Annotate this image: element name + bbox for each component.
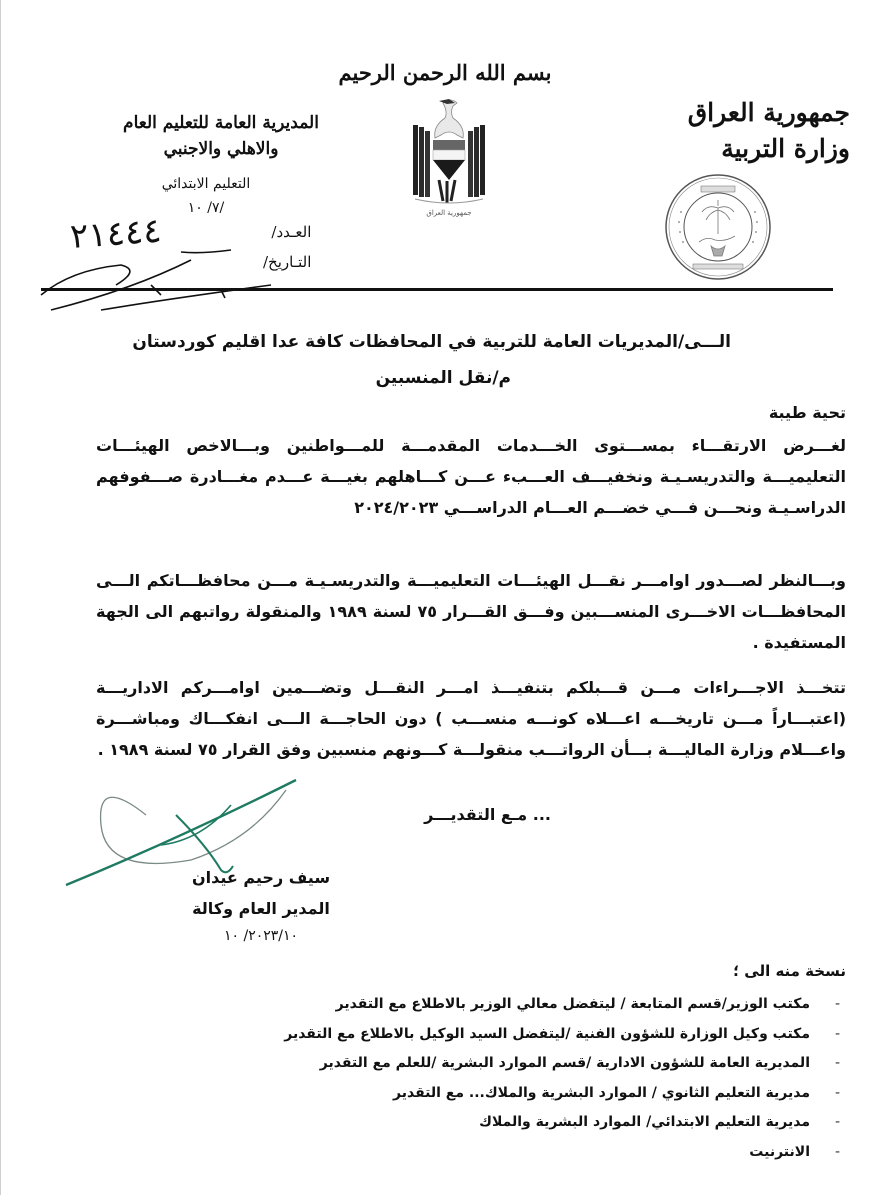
handwritten-reference-annotation	[31, 210, 351, 320]
copy-recipient: المديرية العامة للشؤون الادارية /قسم الموارد البشرية /للعلم مع التقدير	[319, 1055, 810, 1071]
copy-recipient: الانترنيت	[749, 1143, 810, 1160]
body-paragraph-3: تتخـــذ الاجـــراءات مـــن قـــبلكم بتنفيـــذ امـــر النقـــل وتضـــمين اوامـــركم الاداريـــة (اعتبـــاراً مـــن تاريخـــه اعـــلاه كونـــه منســـب ) دون الحاجـــة الـــى انفكـــاك ومباشـــرة واعـــلام وزارة الماليـــة بـــأن الرواتـــب منقولـــة كـــونهم منسبين وفق القرار ٧٥ لسنة ١٩٨٩ .	[96, 678, 846, 759]
signatory-title: المدير العام وكالة	[192, 899, 330, 918]
body-paragraph-2: وبـــالنظر لصـــدور اوامـــر نقـــل الهيئـــات التعليميـــة والتدريسـيـة مـــن محافظـــاتكم الـــى المحافظـــات الاخـــرى المنســـبين وفـــق القـــرار ٧٥ لسنة ١٩٨٩ والمنقولة رواتبهم الى الجهة المستفيدة .	[96, 571, 846, 652]
number-label: العـدد/	[271, 223, 312, 241]
signatory-name: سيف رحيم عيدان	[191, 868, 331, 887]
bullet-dash: -	[834, 1055, 840, 1071]
copies-list-item	[170, 1079, 840, 1109]
directorate-line-2: والاهلي والاجنبي	[163, 139, 279, 159]
bullet-dash: -	[834, 1114, 840, 1130]
copies-list-item	[170, 1020, 840, 1050]
copy-recipient: مديرية التعليم الابتدائي/ الموارد البشرية والملاك	[479, 1114, 810, 1130]
closing-line: ... مـع التقديـــر	[424, 805, 551, 824]
greeting: تحية طيبة	[768, 403, 846, 422]
copies-list	[170, 990, 840, 1167]
date-label: التـاريخ/	[263, 253, 312, 271]
directorate-line-1: المديرية العامة للتعليم العام	[123, 113, 319, 133]
copies-list-item	[170, 990, 840, 1020]
ministry-name: وزارة التربية	[721, 134, 850, 163]
department-name: التعليم الابتدائي	[161, 176, 251, 192]
copies-list-item	[170, 1049, 840, 1079]
body-paragraph-1: لغـــرض الارتقـــاء بمســـتوى الخـــدمات المقدمـــة للمـــواطنين وبـــالاخص الهيئـــات التعليميـــة والتدريسـيـة ونخفيـــف العـــبء عـــن كـــاهلهم بغيـــة عـــدم مغـــادرة صـــفوفهم الدراسـيـة ونحـــن فـــي خضـــم العـــام الدراســـي ٢٠٢٤/٢٠٢٣	[96, 436, 846, 517]
basmala-heading: بسم الله الرحمن الرحيم	[338, 60, 552, 85]
bullet-dash: -	[834, 996, 840, 1012]
copy-recipient: مكتب وكيل الوزارة للشؤون الفنية /ليتفضل السيد الوكيل بالاطلاع مع التقدير	[284, 1025, 810, 1042]
ministry-header	[688, 95, 850, 167]
subject-line: م/نقل المنسبين	[375, 368, 511, 388]
country-name: جمهورية العراق	[687, 98, 850, 127]
bullet-dash: -	[834, 1143, 840, 1160]
copies-heading: نسخة منه الى ؛	[733, 962, 846, 980]
copy-recipient: مكتب الوزير/قسم المتابعة / ليتفضل معالي الوزير بالاطلاع مع التقدير	[335, 996, 810, 1012]
copy-recipient: مديرية التعليم الثانوي / الموارد البشرية والملاك... مع التقدير	[393, 1084, 810, 1101]
bullet-dash: -	[834, 1084, 840, 1101]
signatory-block	[161, 862, 361, 924]
emblem-caption: جمهورية العراق	[426, 209, 472, 217]
ministry-of-education-seal-icon	[663, 172, 773, 282]
signature-date: ٢٠٢٣/١٠/ ١٠	[223, 928, 299, 944]
copies-list-item	[170, 1138, 840, 1168]
iraq-coat-of-arms-icon	[409, 95, 489, 220]
department-code: /٧/ ١٠	[187, 200, 225, 216]
directorate-header	[101, 110, 341, 162]
addressee-line: الـــى/المديريات العامة للتربية في المحافظات كافة عدا اقليم كوردستان	[132, 332, 731, 352]
handwritten-number: ٢١٤٤٤	[68, 210, 163, 257]
bullet-dash: -	[834, 1025, 840, 1042]
copies-list-item	[170, 1108, 840, 1138]
header-divider	[41, 288, 833, 291]
